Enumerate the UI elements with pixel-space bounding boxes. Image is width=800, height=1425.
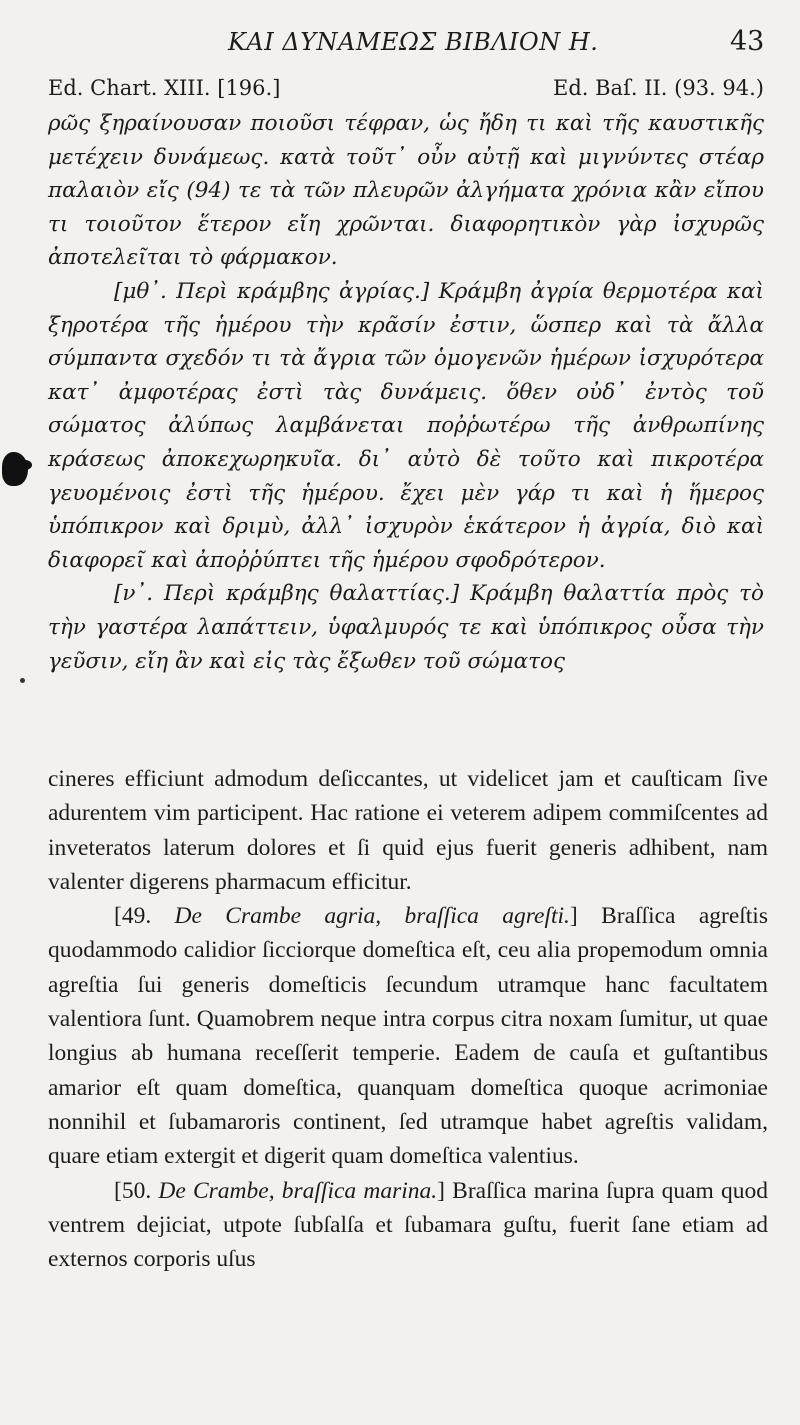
- latin-chapter-49-number: [49.: [114, 903, 152, 930]
- page-number: 43: [730, 26, 765, 57]
- latin-chapter-49-heading: De Crambe agria, braſſica agreſti.: [174, 903, 570, 930]
- latin-chapter-50-heading: De Crambe, braſſica marina.: [158, 1177, 438, 1204]
- greek-paragraph-3-text: Κράμβη θαλαττία πρὸς τὸ τὴν γαστέρα λαπάττειν, ὑφαλμυρός τε καὶ ὑπόπικρος οὖσα τὴν γεῦσιν, εἴη ἂν καὶ εἰς τὰς ἔξωθεν τοῦ σώματος: [48, 581, 764, 674]
- latin-paragraph-1: [48, 762, 768, 899]
- greek-paragraph-3: [48, 577, 764, 678]
- greek-paragraph-1: [48, 107, 764, 275]
- latin-chapter-49-bracket: ]: [569, 903, 578, 930]
- latin-chapter-50-bracket: ]: [437, 1177, 445, 1204]
- latin-chapter-50-number: [50.: [114, 1177, 152, 1204]
- greek-chapter-49-heading: [μθ᾽. Περὶ κράμβης ἀγρίας.]: [114, 278, 430, 304]
- edition-reference-line: [48, 76, 764, 108]
- page-header: [0, 28, 800, 62]
- latin-paragraph-1-text: cineres efficiunt admodum deſiccantes, ut videlicet jam et cauſticam ſive adurentem vim participent. Hac ratione ei veterem adipem commiſcentes ad inveteratos laterum dolores et ſi quid ejus fuerit generis adhibent, nam valenter digerens pharmacum efficitur.: [48, 766, 768, 895]
- latin-paragraph-2: [48, 899, 768, 1173]
- edition-basel-ref: Ed. Baſ. II. (93. 94.): [553, 76, 764, 100]
- greek-paragraph-2: [48, 275, 764, 577]
- edition-chartier-ref: Ed. Chart. XIII. [196.]: [48, 76, 281, 100]
- latin-paragraph-2-text: Braſſica agreſtis quodammodo calidior ſicciorque domeſtica eſt, ceu alia propemodum omnia agreſtia ſui generis domeſticis ſecundum utramque hanc facultatem valentiora ſunt. Quamobrem neque intra corpus citra noxam ſumitur, ut quae longius ab humana receſſerit temperie. Eadem de cauſa et guſtantibus amarior eſt quam domeſtica, quanquam domeſtica quoque acrimoniae nonnihil et ſubamaroris continent, ſed utramque habet agreſtis validam, quare etiam extergit et digerit quam domeſtica valentius.: [48, 903, 768, 1170]
- greek-paragraph-2-text: Κράμβη ἀγρία θερμοτέρα καὶ ξηροτέρα τῆς ἡμέρου τὴν κρᾶσίν ἐστιν, ὥσπερ καὶ τὰ ἄλλα σύμπαντα σχεδόν τι τὰ ἄγρια τῶν ὁμογενῶν ἡμέρων ἰσχυρότερα κατ᾽ ἀμφοτέρας ἐστὶ τὰς δυνάμεις. ὅθεν οὐδ᾽ ἐντὸς τοῦ σώματος ἀλύπως λαμβάνεται ποῤῥωτέρω τῆς ἀνθρωπίνης κράσεως ἀποκεχωρηκυῖα. δι᾽ αὐτὸ δὲ τοῦτο καὶ πικροτέρα γευομένοις ἐστὶ τῆς ἡμέρου. ἔχει μὲν γάρ τι καὶ ἡ ἥμερος ὑπόπικρον καὶ δριμὺ, ἀλλ᾽ ἰσχυρὸν ἑκάτερον ἡ ἀγρία, διὸ καὶ διαφορεῖ καὶ ἀποῤῥύπτει τῆς ἡμέρου σφοδρότερον.: [48, 278, 764, 573]
- ink-blot-mark: [2, 452, 28, 486]
- greek-paragraph-1-text: ρῶς ξηραίνουσαν ποιοῦσι τέφραν, ὡς ἤδη τι καὶ τῆς καυστικῆς μετέχειν δυνάμεως. κατὰ τοῦτ᾽ οὖν αὐτῇ καὶ μιγνύντες στέαρ παλαιὸν εἴς (94) τε τὰ τῶν πλευρῶν ἀλγήματα χρόνια κἂν εἴπου τι τοιοῦτον ἕτερον εἴη χρῶνται. διαφορητικὸν γὰρ ἰσχυρῶς ἀποτελεῖται τὸ φάρμακον.: [48, 111, 764, 271]
- running-title: ΚΑΙ ΔΥΝΑΜΕΩΣ ΒΙΒΛΙΟΝ Η.: [228, 28, 599, 56]
- latin-text-block: [48, 762, 768, 1276]
- greek-chapter-50-heading: [ν᾽. Περὶ κράμβης θαλαττίας.]: [114, 581, 460, 607]
- greek-text-block: [48, 107, 764, 678]
- latin-paragraph-3-text: Braſſica marina ſupra quam quod ventrem dejiciat, utpote ſubſalſa et ſubamara guſtu, fuerit ſane etiam ad externos corporis uſus: [48, 1177, 768, 1273]
- ink-speck-mark: [20, 678, 25, 683]
- latin-paragraph-3: [48, 1174, 768, 1277]
